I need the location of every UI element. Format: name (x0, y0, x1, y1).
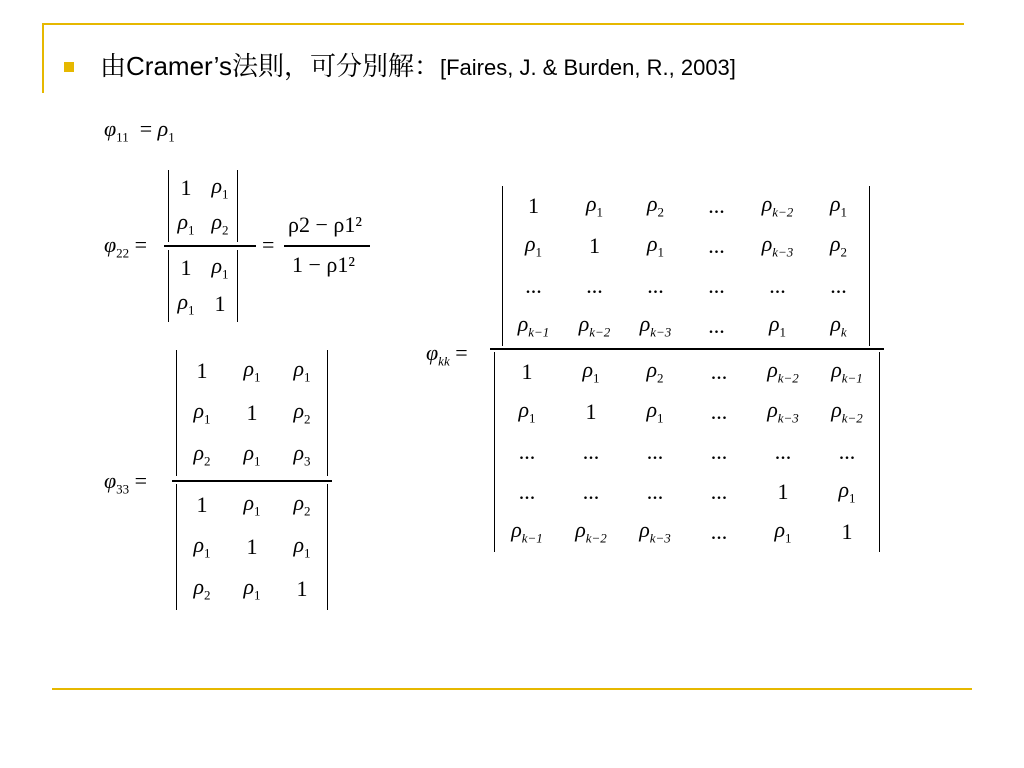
phi11-rhs-subscript: 1 (168, 129, 175, 145)
phi33-numerator-cell: $\rho_1$ (193, 398, 211, 427)
phikk-numerator-cell: $\rho_2$ (829, 231, 848, 260)
phi22-numerator-cell: $\rho_1$ (177, 209, 195, 238)
phikk-numerator-cell: $\rho_1$ (768, 311, 787, 340)
phikk-subscript: kk (438, 353, 450, 369)
phikk-denominator-cell: $\rho_1$ (774, 517, 792, 546)
phi22-denominator-row (169, 286, 237, 322)
phi33-denominator-cell: $\rho_2$ (193, 574, 211, 603)
phi22-subscript: 22 (116, 245, 130, 261)
phikk-denominator-row (495, 432, 879, 472)
phikk-denominator-cell: ... (838, 439, 856, 464)
phikk-denominator-cell: 1 (841, 519, 853, 544)
phi33-numerator-row (177, 392, 327, 434)
phi22-fraction-line (164, 245, 256, 247)
equation-phi11: $\varphi_{11} = \rho_1$ (104, 116, 175, 145)
phikk-denominator-cell: $\rho_1$ (838, 477, 856, 506)
phikk-numerator-cell: ... (830, 273, 847, 298)
bullet-square-icon (64, 62, 74, 72)
phikk-denominator-cell: $\rho_1$ (518, 397, 536, 426)
phi33-numerator-row (177, 434, 327, 476)
phikk-denominator-cell: ... (582, 439, 600, 464)
phikk-fraction-line (490, 348, 884, 350)
phikk-numerator-row (503, 266, 869, 306)
phi33-numerator-cell: $\rho_2$ (193, 440, 211, 469)
phi22-numerator-det (168, 170, 238, 242)
phikk-denominator-cell: $\rho_{k-2}$ (575, 517, 607, 546)
phi33-numerator-cell: $\rho_1$ (243, 356, 261, 385)
phi33-numerator-cell: $\rho_1$ (293, 356, 311, 385)
phikk-denominator-cell: 1 (521, 359, 533, 384)
frame-top-line (42, 23, 964, 25)
phi33-subscript: 33 (116, 481, 130, 497)
phi33-numerator-cell: $\rho_3$ (293, 440, 311, 469)
phikk-numerator-row (503, 226, 869, 266)
phi33-denominator-det (176, 484, 328, 610)
phikk-numerator-cell: $\rho_{k-2}$ (578, 311, 611, 340)
phi33-denominator-cell: $\rho_1$ (243, 574, 261, 603)
phi33-numerator-matrix (177, 350, 327, 476)
phikk-denominator-cell: $\rho_1$ (646, 397, 664, 426)
phi22-denominator-det (168, 250, 238, 322)
phi33-denominator-cell: 1 (296, 576, 308, 601)
phi22-numerator-row (169, 206, 237, 242)
phikk-denominator-cell: $\rho_{k-2}$ (831, 397, 863, 426)
phi22-denominator-matrix (169, 250, 237, 322)
phi33-denominator-cell: $\rho_2$ (293, 490, 311, 519)
phikk-denominator-cell: 1 (777, 479, 789, 504)
phikk-denominator-row (495, 352, 879, 392)
phikk-numerator-cell: $\rho_{k-1}$ (517, 311, 550, 340)
phikk-denominator-cell: ... (710, 399, 728, 424)
phikk-denominator-matrix (495, 352, 879, 552)
title-name: Cramer’s (126, 51, 232, 81)
title-cn-prefix: 由 (100, 52, 127, 82)
phikk-numerator-cell: $\rho_1$ (524, 231, 543, 260)
phikk-numerator-row (503, 306, 869, 346)
phi33-denominator-cell: $\rho_1$ (243, 490, 261, 519)
phi33-numerator-det (176, 350, 328, 476)
phi22-denominator-cell: 1 (214, 291, 226, 316)
phikk-denominator-cell: $\rho_{k-2}$ (767, 357, 799, 386)
phikk-denominator-cell: ... (518, 439, 536, 464)
phi22-equals: = (262, 232, 275, 257)
phikk-numerator-cell: $\rho_1$ (829, 191, 848, 220)
phi33-denominator-cell: $\rho_1$ (293, 532, 311, 561)
phi22-denominator-cell: $\rho_1$ (211, 253, 229, 282)
phi33-numerator-cell: 1 (196, 358, 208, 383)
phikk-denominator-cell: $\rho_{k-3}$ (767, 397, 799, 426)
phikk-denominator-cell: ... (710, 359, 728, 384)
frame-left-line (42, 23, 44, 93)
phikk-numerator-cell: ... (769, 273, 786, 298)
phikk-denominator-cell: $\rho_{k-1}$ (831, 357, 863, 386)
phikk-numerator-cell: ... (647, 273, 664, 298)
slide-title (100, 48, 736, 86)
phikk-denominator-cell: ... (646, 479, 664, 504)
title-reference: [Faires, J. & Burden, R., 2003] (439, 55, 736, 80)
phikk-numerator-cell: $\rho_{k-3}$ (761, 231, 794, 260)
phikk-numerator-cell: $\rho_2$ (646, 191, 665, 220)
phikk-denominator-cell: 1 (585, 399, 597, 424)
phi33-denominator-cell: 1 (196, 492, 208, 517)
phikk-numerator-cell: ... (708, 313, 725, 338)
phikk-numerator-cell: $\rho_1$ (646, 231, 665, 260)
title-cn-suffix: 法則，可分別解： (231, 52, 440, 82)
phikk-denominator-cell: ... (582, 479, 600, 504)
phi33-fraction-line (172, 480, 332, 482)
phikk-numerator-cell: $\rho_{k-2}$ (761, 191, 794, 220)
phikk-label: $\varphi_{kk}$ = (426, 340, 468, 369)
phikk-numerator-cell: ... (708, 193, 725, 218)
phikk-numerator-cell: ... (708, 273, 725, 298)
phikk-denominator-row (495, 472, 879, 512)
phikk-denominator-cell: ... (518, 479, 536, 504)
phi22-numerator-cell: $\rho_2$ (211, 209, 229, 238)
phikk-numerator-cell: 1 (589, 233, 600, 258)
phi22-denominator-row (169, 250, 237, 286)
phikk-denominator-cell: $\rho_1$ (582, 357, 600, 386)
phikk-denominator-cell: ... (710, 439, 728, 464)
phikk-numerator-cell: $\rho_1$ (585, 191, 604, 220)
phi22-result-numerator: ρ2 − ρ1² (288, 212, 362, 237)
phi33-denominator-matrix (177, 484, 327, 610)
phikk-numerator-cell: ... (525, 273, 542, 298)
phi33-label: $\varphi_{33}$ = (104, 468, 148, 497)
phikk-numerator-cell: ... (586, 273, 603, 298)
phikk-denominator-cell: ... (646, 439, 664, 464)
phikk-denominator-cell: ... (710, 519, 728, 544)
phikk-numerator-cell: ... (708, 233, 725, 258)
phi33-numerator-cell: $\rho_1$ (243, 440, 261, 469)
phi22-denominator-cell: 1 (180, 255, 192, 280)
phi22-numerator-cell: 1 (180, 175, 192, 200)
phikk-numerator-det (502, 186, 870, 346)
phi33-denominator-row (177, 526, 327, 568)
phi11-subscript: 11 (116, 129, 129, 145)
phi33-denominator-cell: $\rho_1$ (193, 532, 211, 561)
phikk-denominator-det (494, 352, 880, 552)
phi33-denominator-row (177, 484, 327, 526)
phi22-label: $\varphi_{22}$ = (104, 232, 148, 261)
phikk-denominator-row (495, 392, 879, 432)
phi22-numerator-row (169, 170, 237, 206)
phi22-result-fraction-line (284, 245, 370, 247)
phikk-denominator-cell: $\rho_{k-1}$ (511, 517, 543, 546)
phi22-numerator-cell: $\rho_1$ (211, 173, 229, 202)
phikk-numerator-cell: $\rho_{k-3}$ (639, 311, 672, 340)
phi33-numerator-cell: $\rho_2$ (293, 398, 311, 427)
phi33-numerator-cell: 1 (246, 400, 258, 425)
phikk-denominator-cell: ... (774, 439, 792, 464)
phikk-numerator-cell: $\rho_k$ (830, 311, 847, 340)
phi22-denominator-cell: $\rho_1$ (177, 289, 195, 318)
phikk-denominator-cell: $\rho_2$ (646, 357, 664, 386)
phikk-denominator-cell: ... (710, 479, 728, 504)
phi22-result-denominator: 1 − ρ1² (292, 252, 355, 277)
phikk-numerator-cell: 1 (528, 193, 539, 218)
frame-bottom-line (52, 688, 972, 690)
phi33-numerator-row (177, 350, 327, 392)
phikk-numerator-row (503, 186, 869, 226)
phi33-denominator-cell: 1 (246, 534, 258, 559)
phikk-denominator-row (495, 512, 879, 552)
phikk-denominator-cell: $\rho_{k-3}$ (639, 517, 671, 546)
phikk-numerator-matrix (503, 186, 869, 346)
phi33-denominator-row (177, 568, 327, 610)
phi22-numerator-matrix (169, 170, 237, 242)
